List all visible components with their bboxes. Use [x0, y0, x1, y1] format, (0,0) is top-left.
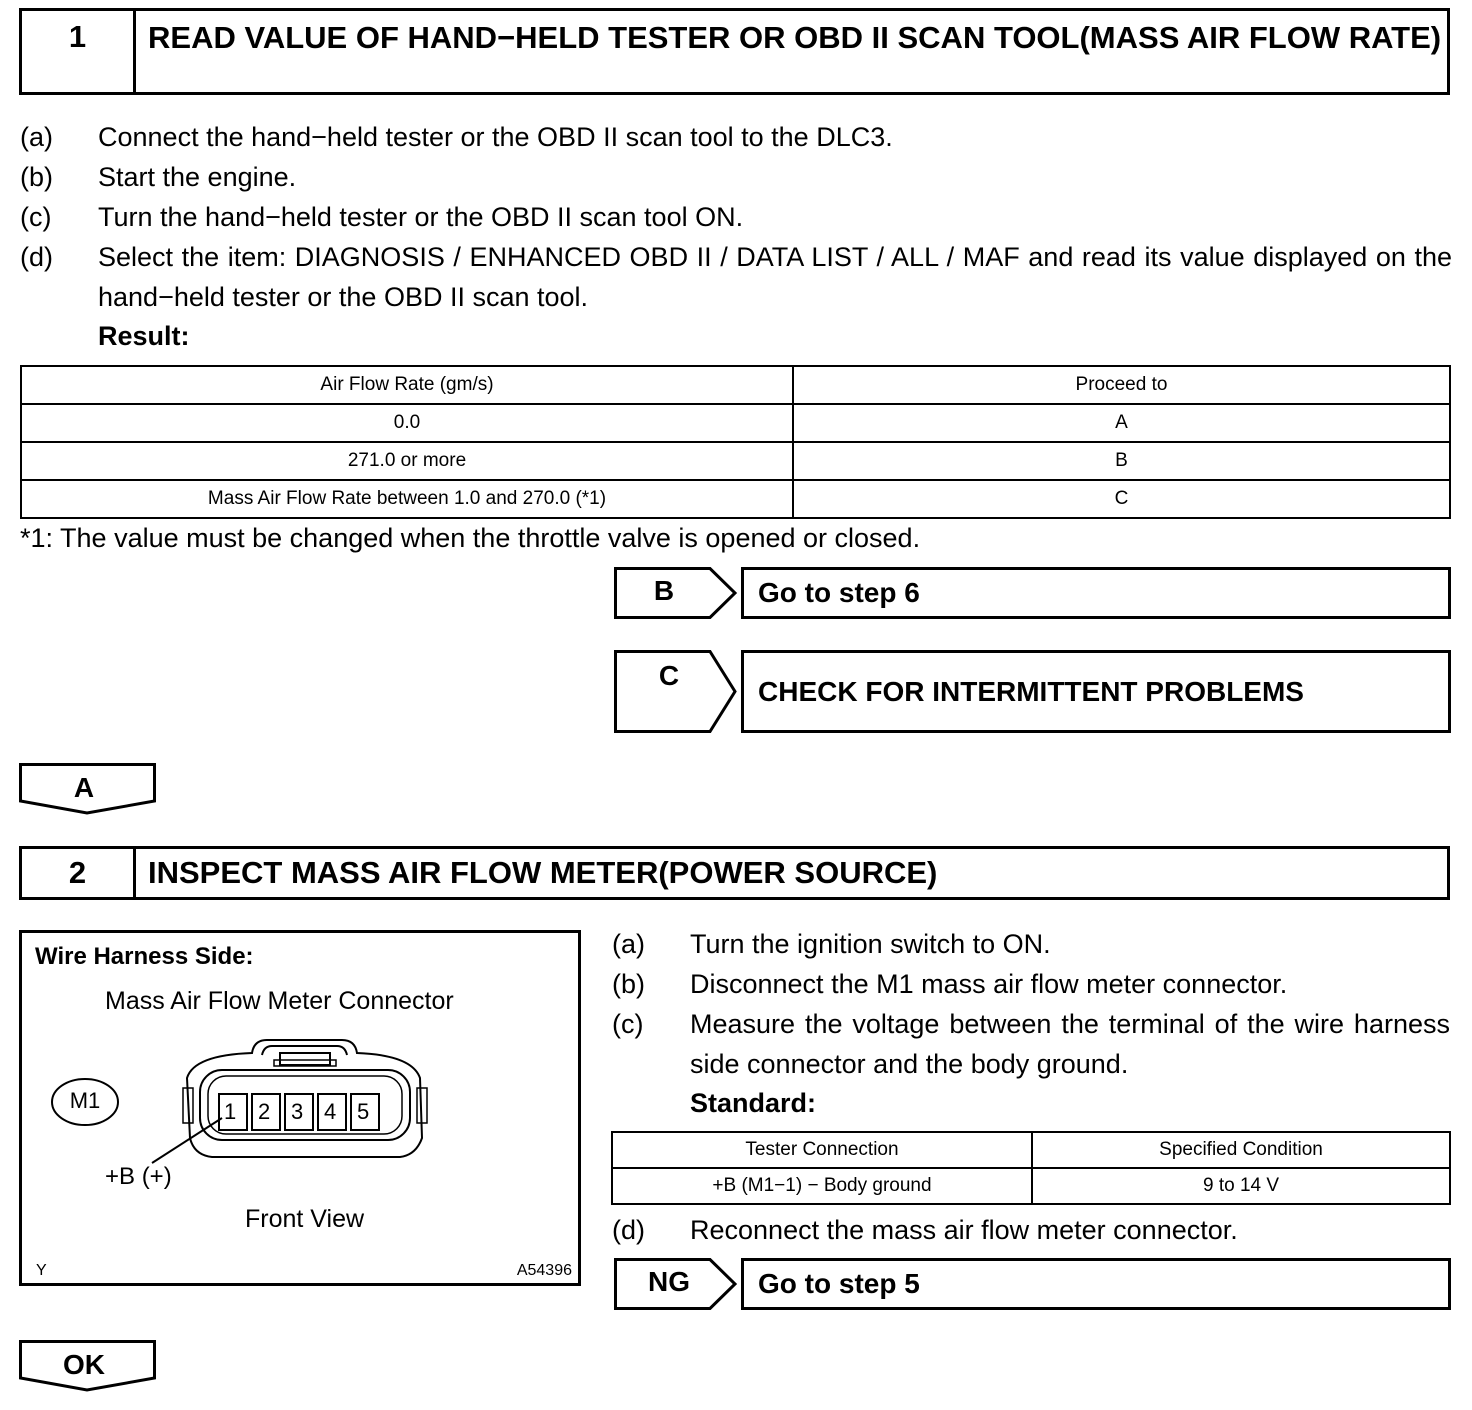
figure-corner-left: Y — [36, 1262, 47, 1279]
table-cell: Mass Air Flow Rate between 1.0 and 270.0 (*1) — [21, 480, 793, 518]
standard-label: Standard: — [690, 1088, 817, 1118]
continue-code: A — [73, 772, 95, 803]
table-row — [612, 1168, 1450, 1204]
item-label: (d) — [612, 1215, 645, 1245]
branch-code: C — [658, 660, 680, 691]
item-label: (b) — [20, 162, 53, 192]
branch-code: NG — [648, 1266, 690, 1297]
pin-3: 3 — [291, 1099, 304, 1124]
figure-id: A54396 — [516, 1262, 572, 1279]
pin-2: 2 — [258, 1099, 271, 1124]
table-cell: A — [793, 404, 1450, 442]
item-label: (d) — [20, 242, 53, 272]
item-text: Connect the hand−held tester or the OBD II scan tool to the DLC3. — [98, 122, 893, 152]
table-cell: 9 to 14 V — [1032, 1168, 1450, 1204]
branch-ng-action: Go to step 5 — [741, 1258, 1451, 1310]
item-text: Select the item: DIAGNOSIS / ENHANCED OBD II / DATA LIST / ALL / MAF and read its value displayed on the hand−held tester or the OBD II scan tool. — [98, 242, 1452, 312]
figure-caption: Mass Air Flow Meter Connector — [105, 987, 454, 1015]
item-label: (a) — [20, 122, 53, 152]
pin-4: 4 — [324, 1099, 337, 1124]
table-header: Proceed to — [793, 366, 1450, 404]
branch-b-action: Go to step 6 — [741, 567, 1451, 619]
step-number: 2 — [22, 849, 136, 897]
branch-c-marker — [614, 650, 738, 733]
pin-5: 5 — [357, 1099, 370, 1124]
table-cell: +B (M1−1) − Body ground — [612, 1168, 1032, 1204]
step-1-header — [19, 8, 1450, 95]
step-title: READ VALUE OF HAND−HELD TESTER OR OBD II SCAN TOOL(MASS AIR FLOW RATE) — [148, 20, 1442, 55]
connector-id: M1 — [69, 1088, 101, 1113]
table-cell: 0.0 — [21, 404, 793, 442]
item-label: (a) — [612, 929, 645, 959]
table-header-row — [21, 366, 1450, 404]
step-title: INSPECT MASS AIR FLOW METER(POWER SOURCE) — [148, 855, 938, 890]
step-2-header — [19, 846, 1450, 900]
table-row — [21, 442, 1450, 480]
table-cell: B — [793, 442, 1450, 480]
view-label: Front View — [245, 1205, 365, 1233]
branch-code: B — [653, 575, 675, 606]
item-text: Turn the hand−held tester or the OBD II scan tool ON. — [98, 202, 744, 232]
continue-ok-marker — [19, 1340, 156, 1392]
item-label: (c) — [20, 202, 52, 232]
result-label: Result: — [98, 321, 190, 351]
result-table — [20, 365, 1451, 519]
item-label: (c) — [612, 1009, 644, 1039]
item-text: Start the engine. — [98, 162, 297, 192]
item-text: Disconnect the M1 mass air flow meter connector. — [690, 969, 1288, 999]
pin-1: 1 — [224, 1099, 237, 1124]
item-text: Measure the voltage between the terminal of the wire harness side connector and the body ground. — [690, 1009, 1450, 1079]
item-label: (b) — [612, 969, 645, 999]
table-cell: C — [793, 480, 1450, 518]
table-cell: 271.0 or more — [21, 442, 793, 480]
step-number: 1 — [22, 11, 136, 92]
table-row — [21, 480, 1450, 518]
figure-heading: Wire Harness Side: — [35, 943, 254, 970]
item-text: Reconnect the mass air flow meter connector. — [690, 1215, 1238, 1245]
table-header: Air Flow Rate (gm/s) — [21, 366, 793, 404]
pin-label: +B (+) — [105, 1163, 172, 1190]
standard-table — [611, 1131, 1451, 1205]
continue-code: OK — [63, 1349, 105, 1380]
table-row — [21, 404, 1450, 442]
connector-figure — [19, 930, 581, 1286]
continue-a-marker — [19, 763, 156, 815]
table-header: Tester Connection — [612, 1132, 1032, 1168]
branch-ng-marker — [614, 1258, 738, 1310]
branch-b-marker — [614, 567, 738, 619]
item-text: Turn the ignition switch to ON. — [690, 929, 1051, 959]
table-header-row — [612, 1132, 1450, 1168]
table-header: Specified Condition — [1032, 1132, 1450, 1168]
footnote: *1: The value must be changed when the throttle valve is opened or closed. — [20, 523, 921, 553]
branch-c-action: CHECK FOR INTERMITTENT PROBLEMS — [741, 650, 1451, 733]
